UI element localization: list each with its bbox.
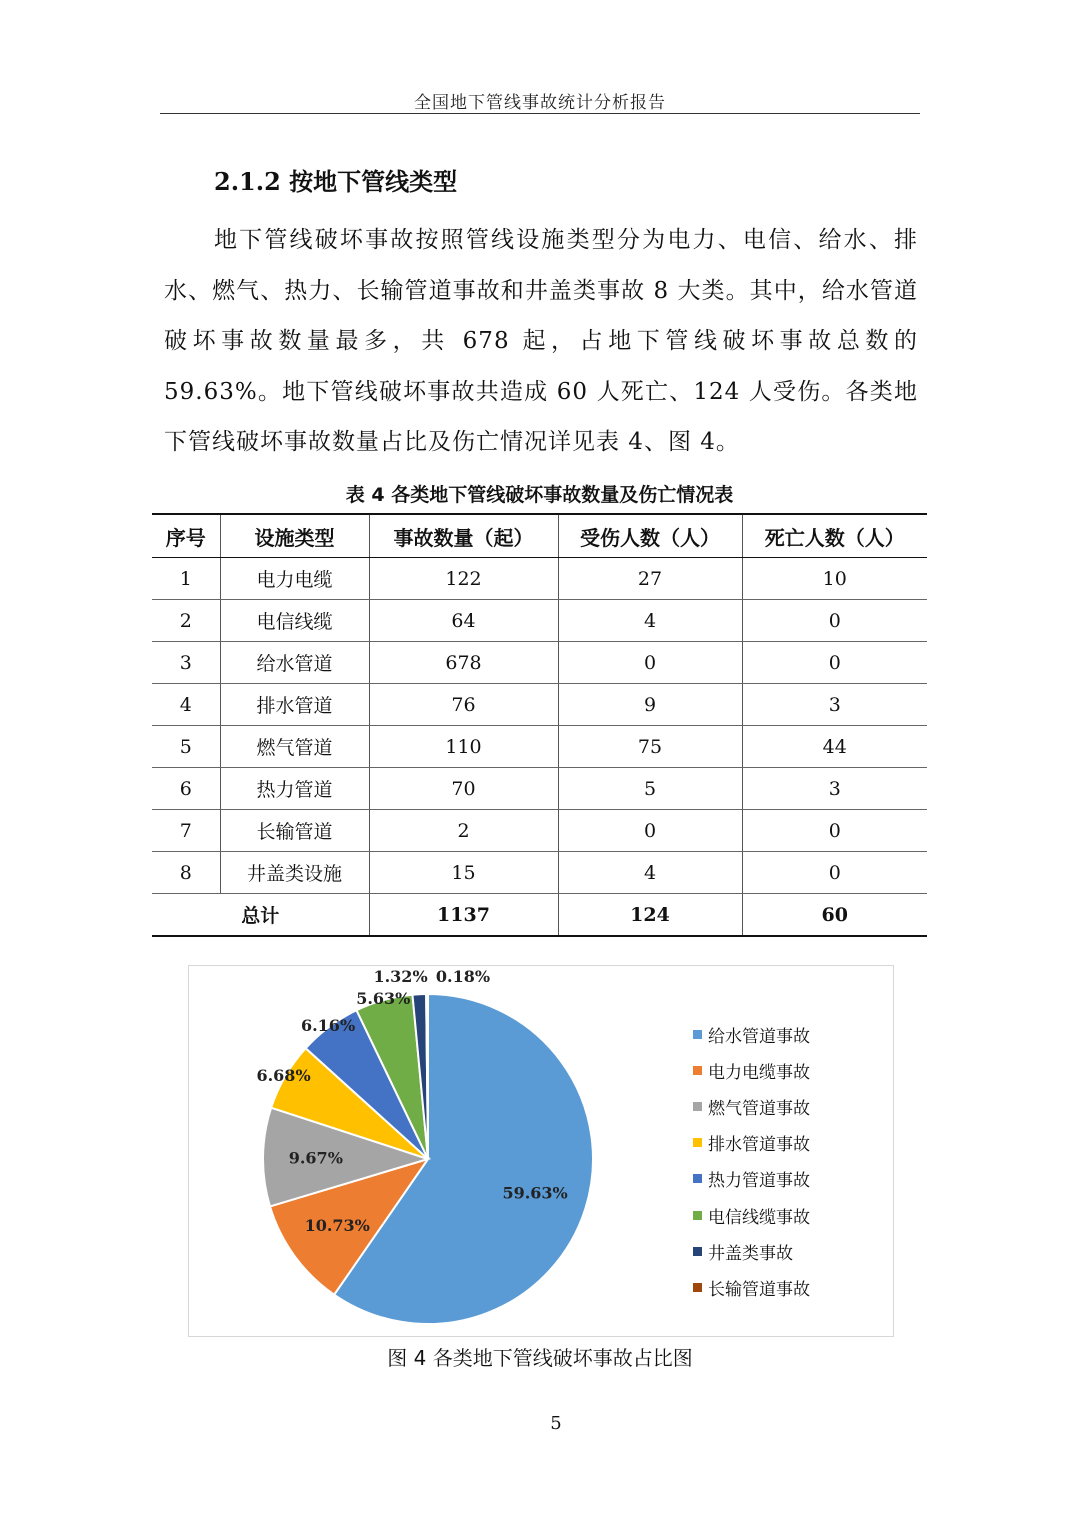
legend-swatch bbox=[693, 1102, 702, 1111]
cell-injured: 4 bbox=[558, 852, 742, 894]
cell-injured: 5 bbox=[558, 768, 742, 810]
cell-facility-type: 电力电缆 bbox=[220, 558, 369, 600]
pie-slice-label: 0.18% bbox=[435, 967, 491, 987]
pie-slice-label: 6.16% bbox=[300, 1016, 356, 1036]
cell-total-deaths: 60 bbox=[742, 894, 927, 937]
legend-swatch bbox=[693, 1030, 702, 1039]
table-row bbox=[152, 852, 927, 894]
pie-slice-label: 10.73% bbox=[304, 1215, 370, 1235]
table-row bbox=[152, 642, 927, 684]
cell-total-injured: 124 bbox=[558, 894, 742, 937]
table-total-row bbox=[152, 894, 927, 937]
cell-deaths: 0 bbox=[742, 810, 927, 852]
cell-index: 8 bbox=[152, 852, 220, 894]
cell-deaths: 10 bbox=[742, 558, 927, 600]
legend-item bbox=[693, 1125, 810, 1161]
legend-item bbox=[693, 1016, 810, 1052]
running-header: 全国地下管线事故统计分析报告 bbox=[414, 93, 666, 113]
cell-accidents: 70 bbox=[369, 768, 558, 810]
cell-deaths: 3 bbox=[742, 684, 927, 726]
legend-label: 长输管道事故 bbox=[708, 1279, 810, 1300]
col-header-injured: 受伤人数（人） bbox=[558, 514, 742, 558]
cell-deaths: 0 bbox=[742, 600, 927, 642]
col-header-accidents: 事故数量（起） bbox=[369, 514, 558, 558]
cell-deaths: 44 bbox=[742, 726, 927, 768]
legend-swatch bbox=[693, 1247, 702, 1256]
legend-item bbox=[693, 1052, 810, 1088]
accident-statistics-table bbox=[152, 513, 927, 937]
cell-facility-type: 长输管道 bbox=[220, 810, 369, 852]
section-heading: 2.1.2 按地下管线类型 bbox=[214, 167, 458, 196]
legend-label: 热力管道事故 bbox=[708, 1171, 810, 1192]
legend-item bbox=[693, 1161, 810, 1197]
legend-label: 井盖类事故 bbox=[708, 1243, 793, 1264]
table-row bbox=[152, 600, 927, 642]
header-rule bbox=[160, 113, 920, 114]
cell-index: 3 bbox=[152, 642, 220, 684]
legend-swatch bbox=[693, 1138, 702, 1147]
legend-swatch bbox=[693, 1174, 702, 1183]
cell-facility-type: 给水管道 bbox=[220, 642, 369, 684]
cell-index: 6 bbox=[152, 768, 220, 810]
cell-index: 1 bbox=[152, 558, 220, 600]
pie-chart-container bbox=[188, 965, 894, 1337]
table-row bbox=[152, 558, 927, 600]
table-caption: 表 4 各类地下管线破坏事故数量及伤亡情况表 bbox=[345, 484, 734, 506]
table-header-row bbox=[152, 514, 927, 558]
body-paragraph: 地下管线破坏事故按照管线设施类型分为电力、电信、给水、排水、燃气、热力、长输管道事故和井盖类事故 8 大类。其中，给水管道破坏事故数量最多，共 678 起，占地下管线破坏事故总数的 59.63%。地下管线破坏事故共造成 60 人死亡、124 人受伤。各类地下管线破坏事故数量占比及伤亡情况详见表 4、图 4。 bbox=[164, 227, 918, 455]
col-header-deaths: 死亡人数（人） bbox=[742, 514, 927, 558]
cell-deaths: 3 bbox=[742, 768, 927, 810]
legend-label: 给水管道事故 bbox=[708, 1026, 810, 1047]
pie-slice-label: 1.32% bbox=[373, 967, 428, 987]
legend-label: 电信线缆事故 bbox=[708, 1207, 810, 1228]
legend-swatch bbox=[693, 1283, 702, 1292]
cell-deaths: 0 bbox=[742, 642, 927, 684]
legend-label: 燃气管道事故 bbox=[708, 1098, 810, 1119]
cell-accidents: 678 bbox=[369, 642, 558, 684]
cell-index: 2 bbox=[152, 600, 220, 642]
cell-accidents: 76 bbox=[369, 684, 558, 726]
legend-label: 排水管道事故 bbox=[708, 1135, 810, 1156]
figure-caption: 图 4 各类地下管线破坏事故占比图 bbox=[387, 1346, 693, 1370]
cell-accidents: 110 bbox=[369, 726, 558, 768]
pie-slice-label: 9.67% bbox=[288, 1148, 343, 1168]
table-row bbox=[152, 768, 927, 810]
legend-swatch bbox=[693, 1211, 702, 1220]
pie-slice-label: 6.68% bbox=[256, 1066, 311, 1086]
cell-index: 5 bbox=[152, 726, 220, 768]
cell-injured: 75 bbox=[558, 726, 742, 768]
legend-item bbox=[693, 1197, 810, 1233]
pie-slice-label: 5.63% bbox=[356, 989, 411, 1009]
cell-total-label: 总计 bbox=[152, 894, 369, 937]
chart-legend bbox=[693, 1016, 810, 1306]
legend-swatch bbox=[693, 1066, 702, 1075]
cell-facility-type: 燃气管道 bbox=[220, 726, 369, 768]
cell-injured: 27 bbox=[558, 558, 742, 600]
cell-index: 4 bbox=[152, 684, 220, 726]
page-number: 5 bbox=[550, 1413, 562, 1434]
cell-facility-type: 热力管道 bbox=[220, 768, 369, 810]
cell-facility-type: 井盖类设施 bbox=[220, 852, 369, 894]
cell-accidents: 64 bbox=[369, 600, 558, 642]
cell-accidents: 2 bbox=[369, 810, 558, 852]
cell-accidents: 122 bbox=[369, 558, 558, 600]
cell-injured: 0 bbox=[558, 642, 742, 684]
cell-deaths: 0 bbox=[742, 852, 927, 894]
table-row bbox=[152, 684, 927, 726]
cell-facility-type: 排水管道 bbox=[220, 684, 369, 726]
table-row bbox=[152, 810, 927, 852]
legend-item bbox=[693, 1269, 810, 1305]
cell-injured: 9 bbox=[558, 684, 742, 726]
cell-injured: 0 bbox=[558, 810, 742, 852]
cell-index: 7 bbox=[152, 810, 220, 852]
pie-slice-label: 59.63% bbox=[502, 1183, 568, 1203]
table-row bbox=[152, 726, 927, 768]
legend-label: 电力电缆事故 bbox=[708, 1062, 810, 1083]
cell-accidents: 15 bbox=[369, 852, 558, 894]
col-header-index: 序号 bbox=[152, 514, 220, 558]
col-header-facility-type: 设施类型 bbox=[220, 514, 369, 558]
legend-item bbox=[693, 1233, 810, 1269]
legend-item bbox=[693, 1088, 810, 1124]
cell-injured: 4 bbox=[558, 600, 742, 642]
cell-facility-type: 电信线缆 bbox=[220, 600, 369, 642]
cell-total-accidents: 1137 bbox=[369, 894, 558, 937]
